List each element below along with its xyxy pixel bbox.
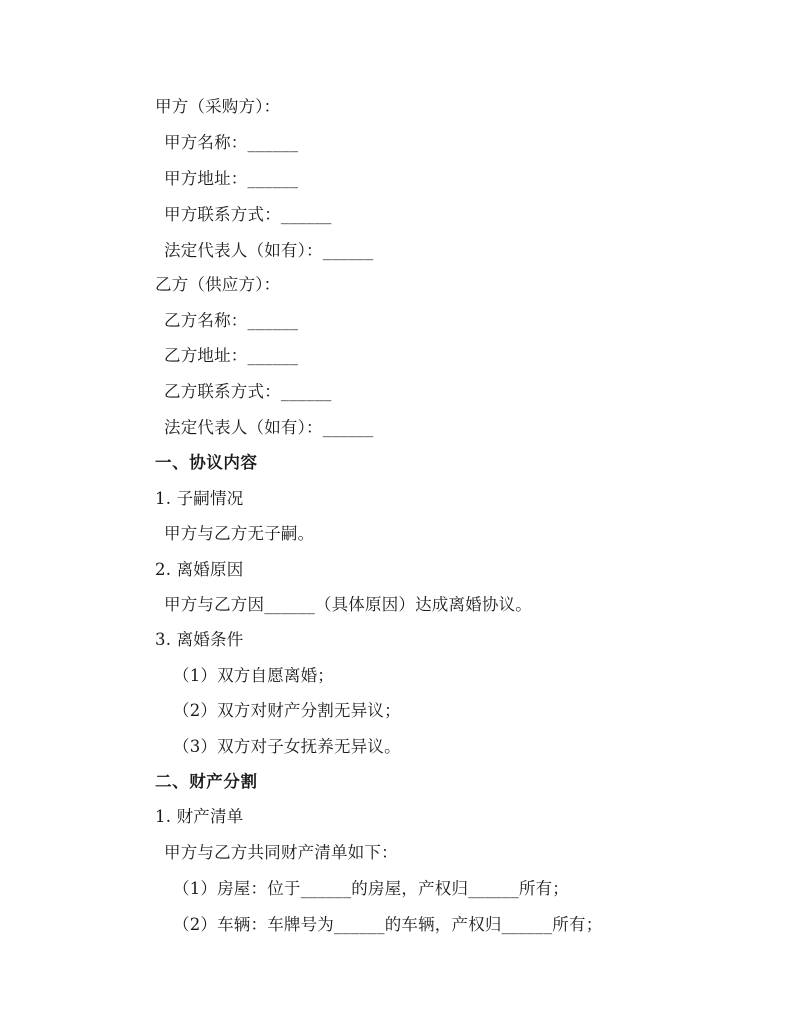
- party-b-address: 乙方地址：______: [164, 346, 299, 365]
- section1-item2-text: 甲方与乙方因______（具体原因）达成离婚协议。: [164, 595, 532, 614]
- party-a-title: 甲方（采购方）：: [155, 97, 281, 116]
- section2-item1-sub2: （2）车辆：车牌号为______的车辆，产权归______所有；: [173, 915, 603, 934]
- party-b-contact: 乙方联系方式：______: [164, 382, 332, 401]
- section2-item1-sub1: （1）房屋：位于______的房屋，产权归______所有；: [173, 879, 569, 898]
- section2-heading: 二、财产分割: [155, 772, 258, 791]
- party-a-contact: 甲方联系方式：______: [164, 205, 332, 224]
- party-a-address: 甲方地址：______: [164, 169, 299, 188]
- section1-heading: 一、协议内容: [155, 453, 258, 472]
- party-b-representative: 法定代表人（如有）：______: [164, 418, 374, 437]
- section1-item3-sub3: （3）双方对子女抚养无异议。: [173, 737, 401, 756]
- party-a-representative: 法定代表人（如有）：______: [164, 241, 374, 260]
- section1-item3-sub1: （1）双方自愿离婚；: [173, 666, 334, 685]
- section2-item1-text: 甲方与乙方共同财产清单如下：: [164, 843, 398, 862]
- section1-item3-sub2: （2）双方对财产分割无异议；: [173, 701, 401, 720]
- section1-item1-title: 1. 子嗣情况: [155, 489, 244, 508]
- party-a-name: 甲方名称：______: [164, 133, 299, 152]
- section1-item2-title: 2. 离婚原因: [155, 560, 244, 579]
- party-b-title: 乙方（供应方）：: [155, 275, 281, 294]
- party-b-name: 乙方名称：______: [164, 311, 299, 330]
- section1-item3-title: 3. 离婚条件: [155, 630, 244, 649]
- section1-item1-text: 甲方与乙方无子嗣。: [164, 524, 315, 543]
- section2-item1-title: 1. 财产清单: [155, 807, 244, 826]
